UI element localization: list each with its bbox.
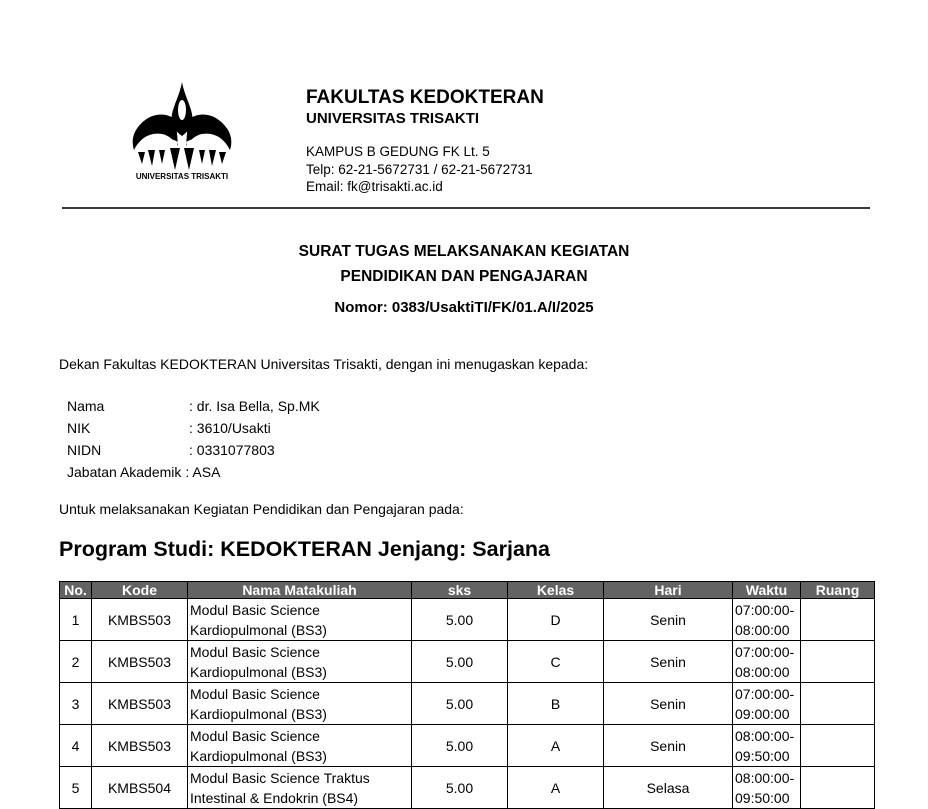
cell-hari: Senin bbox=[604, 641, 733, 683]
column-header: sks bbox=[412, 582, 508, 599]
table-header-row bbox=[60, 582, 875, 599]
info-label: NIK bbox=[67, 420, 91, 436]
column-header: Waktu bbox=[733, 582, 801, 599]
logo-caption: UNIVERSITAS TRISAKTI bbox=[135, 172, 229, 181]
email-line: Email: fk@trisakti.ac.id bbox=[306, 179, 443, 194]
cell-ruang bbox=[801, 767, 875, 809]
info-label: Nama bbox=[67, 398, 105, 414]
cell-kode: KMBS504 bbox=[92, 767, 188, 809]
cell-ruang bbox=[801, 683, 875, 725]
cell-kode: KMBS503 bbox=[92, 725, 188, 767]
info-row-jabatan bbox=[67, 461, 320, 483]
info-label: NIDN bbox=[67, 442, 102, 458]
column-header: Kelas bbox=[508, 582, 604, 599]
cell-nama: Modul Basic Science Kardiopulmonal (BS3) bbox=[188, 641, 412, 683]
cell-ruang bbox=[801, 641, 875, 683]
program-heading: Program Studi: KEDOKTERAN Jenjang: Sarjana bbox=[59, 537, 550, 561]
info-value: : 3610/Usakti bbox=[189, 420, 271, 436]
table-row bbox=[60, 683, 875, 725]
cell-no: 2 bbox=[60, 641, 92, 683]
person-info bbox=[67, 395, 320, 483]
trisakti-emblem-icon bbox=[128, 80, 236, 172]
cell-kode: KMBS503 bbox=[92, 683, 188, 725]
cell-kode: KMBS503 bbox=[92, 641, 188, 683]
address-line: KAMPUS B GEDUNG FK Lt. 5 bbox=[306, 144, 490, 159]
cell-hari: Senin bbox=[604, 725, 733, 767]
cell-sks: 5.00 bbox=[412, 725, 508, 767]
cell-sks: 5.00 bbox=[412, 599, 508, 641]
table-row bbox=[60, 767, 875, 809]
cell-kelas: A bbox=[508, 725, 604, 767]
info-label: Jabatan Akademik bbox=[67, 464, 182, 480]
info-value: : ASA bbox=[185, 464, 221, 480]
cell-kelas: B bbox=[508, 683, 604, 725]
letter-title-line2: PENDIDIKAN DAN PENGAJARAN bbox=[340, 268, 588, 285]
info-row-nik bbox=[67, 417, 320, 439]
cell-kode: KMBS503 bbox=[92, 599, 188, 641]
column-header: Hari bbox=[604, 582, 733, 599]
university-name: UNIVERSITAS TRISAKTI bbox=[306, 110, 480, 127]
cell-no: 5 bbox=[60, 767, 92, 809]
table-row bbox=[60, 725, 875, 767]
column-header: Kode bbox=[92, 582, 188, 599]
cell-ruang bbox=[801, 725, 875, 767]
info-value: : dr. Isa Bella, Sp.MK bbox=[189, 398, 320, 414]
table-row bbox=[60, 599, 875, 641]
column-header: Nama Matakuliah bbox=[188, 582, 412, 599]
cell-hari: Selasa bbox=[604, 767, 733, 809]
column-header: Ruang bbox=[801, 582, 875, 599]
header-divider bbox=[62, 207, 870, 209]
cell-sks: 5.00 bbox=[412, 683, 508, 725]
cell-nama: Modul Basic Science Traktus Intestinal & Endokrin (BS4) bbox=[188, 767, 412, 809]
cell-no: 3 bbox=[60, 683, 92, 725]
info-row-nama bbox=[67, 395, 320, 417]
cell-hari: Senin bbox=[604, 683, 733, 725]
cell-ruang bbox=[801, 599, 875, 641]
cell-waktu: 08:00:00-09:50:00 bbox=[733, 725, 801, 767]
cell-no: 1 bbox=[60, 599, 92, 641]
cell-waktu: 08:00:00-09:50:00 bbox=[733, 767, 801, 809]
cell-nama: Modul Basic Science Kardiopulmonal (BS3) bbox=[188, 725, 412, 767]
cell-sks: 5.00 bbox=[412, 767, 508, 809]
cell-no: 4 bbox=[60, 725, 92, 767]
phone-line: Telp: 62-21-5672731 / 62-21-5672731 bbox=[306, 161, 533, 177]
table-row bbox=[60, 641, 875, 683]
cell-hari: Senin bbox=[604, 599, 733, 641]
cell-kelas: D bbox=[508, 599, 604, 641]
column-header: No. bbox=[60, 582, 92, 599]
letter-title-line1: SURAT TUGAS MELAKSANAKAN KEGIATAN bbox=[298, 243, 630, 260]
faculty-name: FAKULTAS KEDOKTERAN bbox=[306, 87, 544, 108]
cell-waktu: 07:00:00-08:00:00 bbox=[733, 599, 801, 641]
purpose-paragraph: Untuk melaksanakan Kegiatan Pendidikan dan Pengajaran pada: bbox=[59, 501, 464, 517]
schedule-table bbox=[59, 581, 875, 809]
letterhead bbox=[306, 87, 544, 196]
contact-block bbox=[306, 143, 544, 196]
intro-paragraph: Dekan Fakultas KEDOKTERAN Universitas Trisakti, dengan ini menugaskan kepada: bbox=[59, 356, 589, 372]
cell-kelas: C bbox=[508, 641, 604, 683]
cell-waktu: 07:00:00-08:00:00 bbox=[733, 641, 801, 683]
letter-number: Nomor: 0383/UsaktiTI/FK/01.A/I/2025 bbox=[334, 299, 594, 316]
info-row-nidn bbox=[67, 439, 320, 461]
cell-waktu: 07:00:00-09:00:00 bbox=[733, 683, 801, 725]
cell-sks: 5.00 bbox=[412, 641, 508, 683]
cell-nama: Modul Basic Science Kardiopulmonal (BS3) bbox=[188, 599, 412, 641]
cell-kelas: A bbox=[508, 767, 604, 809]
cell-nama: Modul Basic Science Kardiopulmonal (BS3) bbox=[188, 683, 412, 725]
university-logo bbox=[128, 80, 236, 186]
info-value: : 0331077803 bbox=[189, 442, 275, 458]
